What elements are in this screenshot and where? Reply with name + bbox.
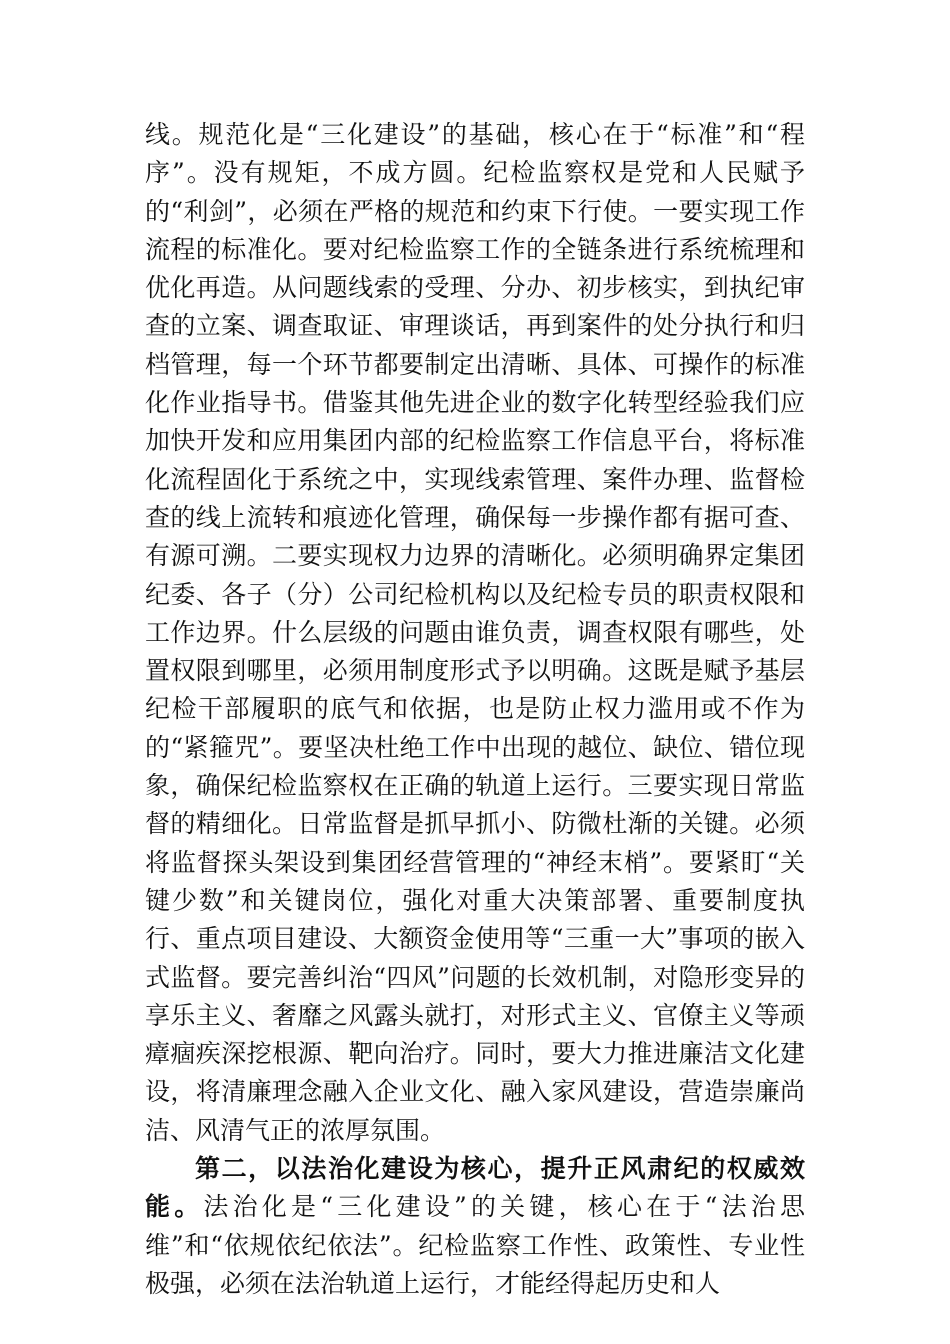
paragraph-continuation: 线。规范化是“三化建设”的基础，核心在于“标准”和“程序”。没有规矩，不成方圆。纪检监察权是党和人民赋予的“利剑”，必须在严格的规范和约束下行使。一要实现工作流程的标准化。要对纪检监察工作的全链条进行系统梳理和优化再造。从问题线索的受理、分办、初步核实，到执纪审查的立案、调查取证、审理谈话，再到案件的处分执行和归档管理，每一个环节都要制定出清晰、具体、可操作的标准化作业指导书。借鉴其他先进企业的数字化转型经验我们应加快开发和应用集团内部的纪检监察工作信息平台，将标准化流程固化于系统之中，实现线索管理、案件办理、监督检查的线上流转和痕迹化管理，确保每一步操作都有据可查、有源可溯。二要实现权力边界的清晰化。必须明确界定集团纪委、各子（分）公司纪检机构以及纪检专员的职责权限和工作边界。什么层级的问题由谁负责，调查权限有哪些，处置权限到哪里，必须用制度形式予以明确。这既是赋予基层纪检干部履职的底气和依据，也是防止权力滥用或不作为的“紧箍咒”。要坚决杜绝工作中出现的越位、缺位、错位现象，确保纪检监察权在正确的轨道上运行。三要实现日常监督的精细化。日常监督是抓早抓小、防微杜渐的关键。必须将监督探头架设到集团经营管理的“神经末梢”。要紧盯“关键少数”和关键岗位，强化对重大决策部署、重要制度执行、重点项目建设、大额资金使用等“三重一大”事项的嵌入式监督。要完善纠治“四风”问题的长效机制，对隐形变异的享乐主义、奢靡之风露头就打，对形式主义、官僚主义等顽瘴痼疾深挖根源、靶向治疗。同时，要大力推进廉洁文化建设，将清廉理念融入企业文化、融入家风建设，营造崇廉尚洁、风清气正的浓厚氛围。	[145, 120, 805, 1145]
document-body	[145, 116, 805, 1303]
section-heading: 第二，以法治化建设为核心，提升正风肃纪的权威效能。	[145, 1154, 805, 1222]
paragraph-section-two	[145, 1150, 805, 1303]
section-body: 法治化是“三化建设”的关键，核心在于“法治思维”和“依规依纪依法”。纪检监察工作性、政策性、专业性极强，必须在法治轨道上运行，才能经得起历史和人	[145, 1192, 805, 1298]
